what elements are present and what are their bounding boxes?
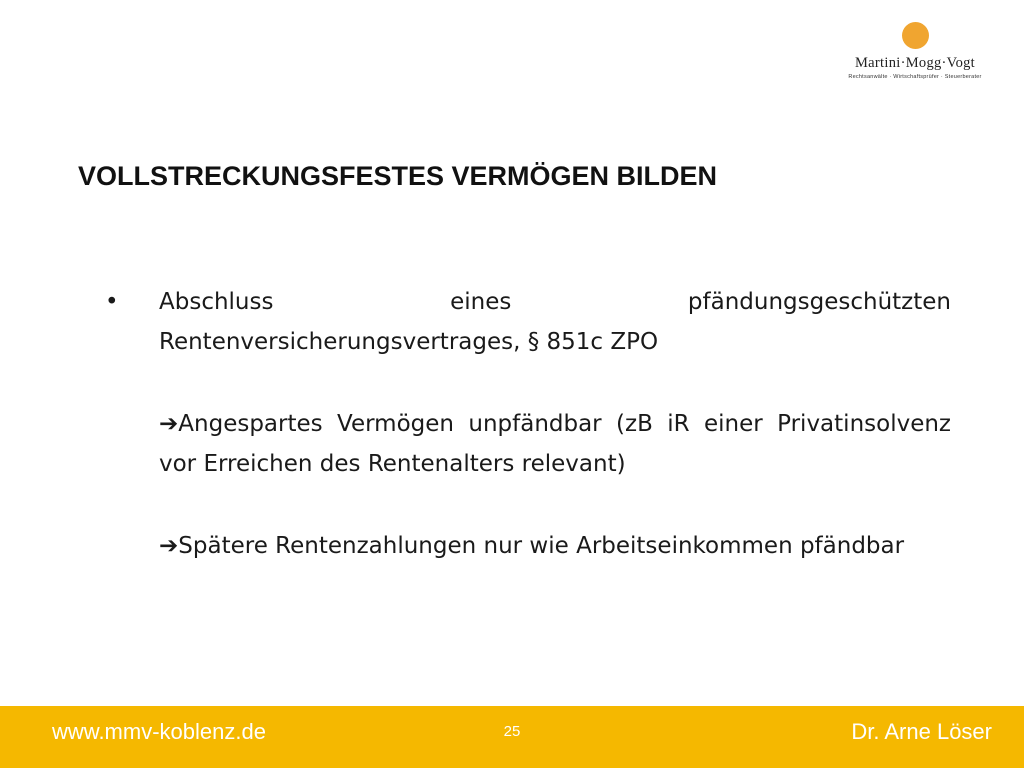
logo-name: Martini·Mogg·Vogt — [854, 55, 976, 71]
page-number: 25 — [503, 723, 521, 740]
logo-tagline: Rechtsanwälte · Wirtschaftsprüfer · Steuerberater — [848, 74, 982, 80]
footer-bar — [0, 706, 1024, 768]
bullet-text: Abschluss eines pfändungsgeschützten Rentenversicherungsvertrages, § 851c ZPO — [159, 289, 951, 355]
sub-point-text: Spätere Rentenzahlungen nur wie Arbeitseinkommen pfändbar — [178, 533, 905, 559]
sub-point-unpfaendbar — [159, 404, 951, 484]
sub-point-rentenzahlungen — [159, 526, 951, 566]
slide-content — [103, 282, 951, 566]
footer-website-link[interactable]: www.mmv-koblenz.de — [52, 719, 266, 744]
sub-point-text: Angespartes Vermögen unpfändbar (zB iR einer Privatinsolvenz vor Erreichen des Rentenalters relevant) — [159, 411, 951, 477]
bullet-item — [103, 282, 951, 362]
arrow-right-icon: ➔ — [159, 533, 179, 559]
slide-title: VOLLSTRECKUNGSFESTES VERMÖGEN BILDEN — [78, 161, 718, 191]
logo-sun-icon — [902, 22, 929, 49]
company-logo — [822, 18, 1008, 84]
arrow-right-icon: ➔ — [159, 411, 179, 437]
footer-author: Dr. Arne Löser — [851, 719, 992, 744]
bullet-dot-icon: • — [105, 289, 119, 315]
